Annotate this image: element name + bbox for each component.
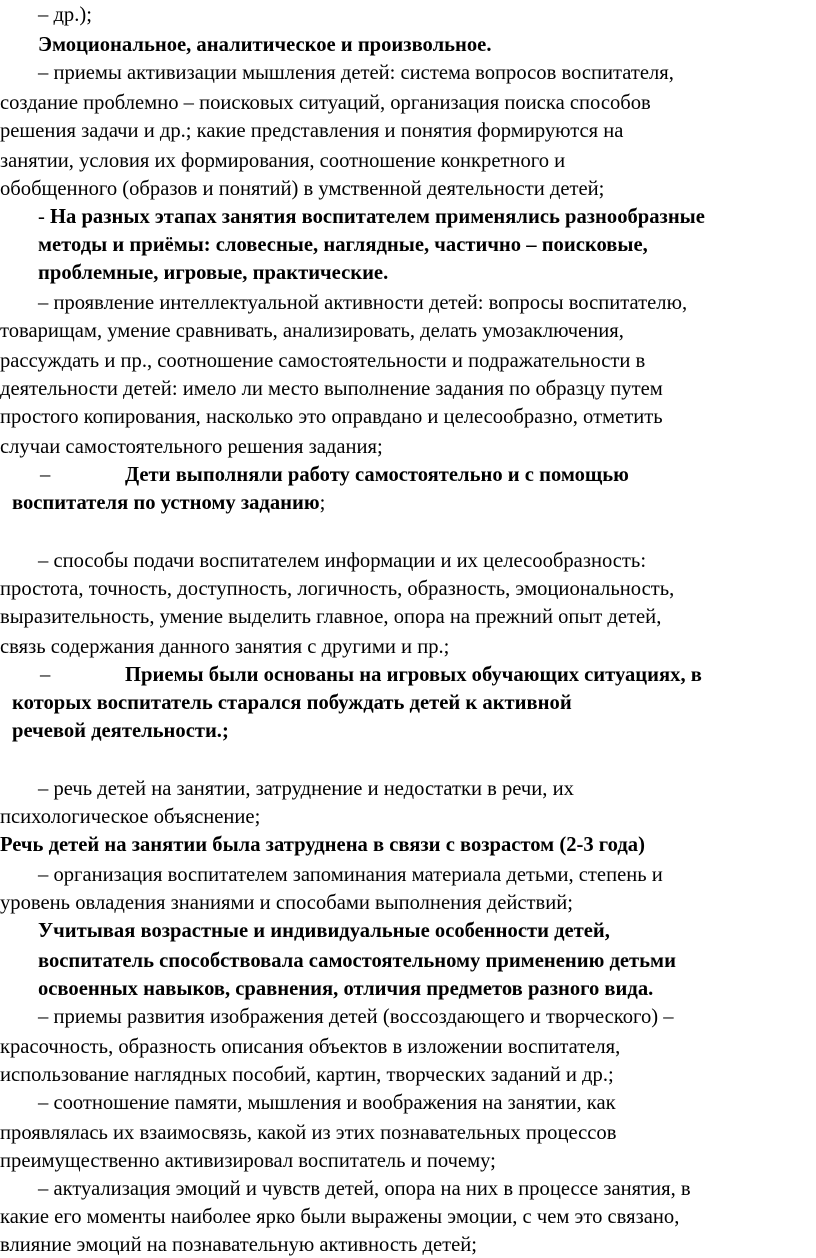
section-heading: Эмоциональное, аналитическое и произвольное. <box>38 34 492 56</box>
bold-paragraph-line: освоенных навыков, сравнения, отличия предметов разного вида. <box>38 978 654 1000</box>
bold-text: На разных этапах занятия воспитателем применялись разнообразные <box>50 206 705 228</box>
bold-statement: Речь детей на занятии была затруднена в связи с возрастом (2-3 года) <box>0 834 645 856</box>
text-line: преимущественно активизировал воспитатель и почему; <box>0 1150 496 1172</box>
text-line: товарищам, умение сравнивать, анализировать, делать умозаключения, <box>0 320 624 342</box>
text-line: – способы подачи воспитателем информации и их целесообразность: <box>38 550 647 572</box>
text-line: простота, точность, доступность, логичность, образность, эмоциональность, <box>0 578 675 600</box>
text-line: занятии, условия их формирования, соотношение конкретного и <box>0 150 566 172</box>
text-line: рассуждать и пр., соотношение самостоятельности и подражательности в <box>0 350 646 372</box>
text-line: случаи самостоятельного решения задания; <box>0 436 383 458</box>
text-line: – речь детей на занятии, затруднение и недостатки в речи, их <box>38 778 574 800</box>
text-line: создание проблемно – поисковых ситуаций, организация поиска способов <box>0 92 651 114</box>
bold-list-line: которых воспитатель старался побуждать детей к активной <box>12 692 572 714</box>
text-line: влияние эмоций на познавательную активность детей; <box>0 1234 478 1256</box>
text-line: деятельности детей: имело ли место выполнение задания по образцу путем <box>0 378 663 400</box>
text-line: – соотношение памяти, мышления и воображения на занятии, как <box>38 1092 616 1114</box>
bold-list-line <box>0 462 816 488</box>
bold-paragraph-line: Учитывая возрастные и индивидуальные особенности детей, <box>38 920 610 942</box>
bold-text: Приемы были основаны на игровых обучающих ситуациях, в <box>125 664 702 686</box>
text-line: уровень овладения знаниями и способами выполнения действий; <box>0 892 574 914</box>
bold-list-line <box>0 490 816 516</box>
text-line: – организация воспитателем запоминания материала детьми, степень и <box>38 864 663 886</box>
text-line: красочность, образность описания объектов в изложении воспитателя, <box>0 1036 621 1058</box>
text-line: связь содержания данного занятия с другими и пр.; <box>0 636 450 658</box>
text-line: проявлялась их взаимосвязь, какой из этих познавательных процессов <box>0 1122 617 1144</box>
punctuation: ; <box>319 492 326 514</box>
list-dash: – <box>40 664 51 686</box>
text-line: психологическое объяснение; <box>0 806 261 828</box>
text-line: использование наглядных пособий, картин, творческих заданий и др.; <box>0 1064 614 1086</box>
bold-list-line: речевой деятельности.; <box>12 720 229 742</box>
text-line: какие его моменты наиболее ярко были выражены эмоции, с чем это связано, <box>0 1206 680 1228</box>
bold-text: Дети выполняли работу самостоятельно и с помощью <box>125 464 629 486</box>
text-line: решения задачи и др.; какие представления и понятия формируются на <box>0 120 624 142</box>
text-line: – др.); <box>38 4 92 26</box>
bold-text: воспитателя по устному заданию <box>12 492 320 514</box>
text-line: – приемы активизации мышления детей: система вопросов воспитателя, <box>38 62 674 84</box>
text-line: – проявление интеллектуальной активности детей: вопросы воспитателю, <box>38 292 688 314</box>
bold-paragraph-line <box>0 204 816 230</box>
text-line: – приемы развития изображения детей (воссоздающего и творческого) – <box>38 1006 674 1028</box>
text-line: – актуализация эмоций и чувств детей, опора на них в процессе занятия, в <box>38 1178 691 1200</box>
text-line: выразительность, умение выделить главное, опора на прежний опыт детей, <box>0 606 662 628</box>
list-dash: - <box>38 206 51 228</box>
bold-paragraph-line: воспитатель способствовала самостоятельному применению детьми <box>38 950 676 972</box>
bold-list-line <box>0 662 816 688</box>
list-dash: – <box>40 464 51 486</box>
text-line: обобщенного (образов и понятий) в умственной деятельности детей; <box>0 178 605 200</box>
bold-paragraph-line: методы и приёмы: словесные, наглядные, частично – поисковые, <box>38 234 648 256</box>
text-line: простого копирования, насколько это оправдано и целесообразно, отметить <box>0 406 663 428</box>
bold-paragraph-line: проблемные, игровые, практические. <box>38 262 389 284</box>
